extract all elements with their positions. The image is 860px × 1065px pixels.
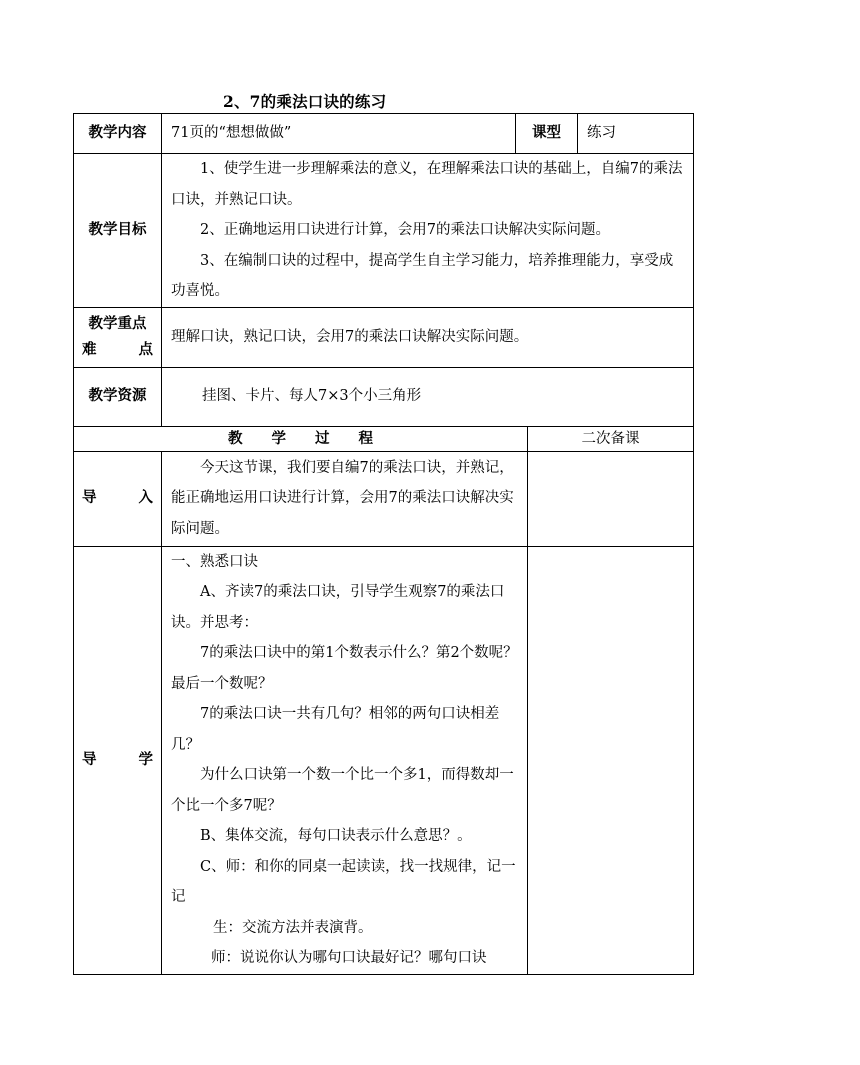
guide-line: A、齐读7的乘法口诀，引导学生观察7的乘法口诀。并思考：	[171, 584, 505, 631]
intro-notes-cell	[528, 451, 694, 546]
guide-row	[74, 546, 694, 974]
content-row	[74, 114, 694, 154]
guide-label	[74, 546, 162, 974]
guide-line: 为什么口诀第一个数一个比一个多1，而得数却一个比一个多7呢？	[171, 767, 514, 814]
content-value: 71页的“想想做做”	[162, 114, 516, 154]
process-header-char: 程	[358, 430, 373, 447]
process-header-char: 教	[228, 430, 272, 447]
process-header	[74, 426, 528, 451]
guide-line: B、集体交流，每句口诀表示什么意思？。	[200, 828, 472, 844]
guide-label-char: 导	[82, 751, 97, 768]
intro-label	[74, 451, 162, 546]
type-value: 练习	[578, 114, 694, 154]
guide-text	[162, 546, 528, 974]
objective-item: 3、在编制口诀的过程中，提高学生自主学习能力，培养推理能力，享受成功喜悦。	[171, 252, 674, 299]
objectives-label: 教学目标	[74, 154, 162, 308]
guide-label-pair	[74, 745, 161, 776]
key-points-label-line2	[74, 337, 161, 363]
guide-line: 7的乘法口诀中的第1个数表示什么？第2个数呢？最后一个数呢？	[171, 645, 518, 692]
objectives-row	[74, 154, 694, 308]
objectives-cell	[162, 154, 694, 308]
intro-row	[74, 451, 694, 546]
page-title: 2、7的乘法口诀的练习	[223, 92, 387, 111]
key-points-label-char: 难	[82, 342, 97, 358]
process-header-row	[74, 426, 694, 451]
guide-line: 生：交流方法并表演背。	[213, 919, 373, 936]
intro-label-pair	[74, 483, 161, 514]
guide-label-char: 学	[138, 751, 153, 768]
key-points-row	[74, 307, 694, 367]
intro-paragraph: 今天这节课，我们要自编7的乘法口诀，并熟记，能正确地运用口诀进行计算，会用7的乘法口诀解决实际问题。	[171, 459, 514, 537]
guide-line: 7的乘法口诀一共有几句？相邻的两句口诀相差几？	[171, 706, 500, 753]
process-header-char: 过	[315, 430, 359, 447]
key-points-value: 理解口诀，熟记口诀，会用7的乘法口诀解决实际问题。	[162, 307, 694, 367]
resources-row	[74, 367, 694, 426]
guide-line: 师：说说你认为哪句口诀最好记？哪句口诀	[211, 950, 487, 966]
lesson-plan-table	[73, 113, 694, 975]
guide-line: C、师：和你的同桌一起读读，找一找规律，记一记	[171, 858, 516, 905]
objective-item: 1、使学生进一步理解乘法的意义，在理解乘法口诀的基础上，自编7的乘法口诀，并熟记口诀。	[171, 161, 683, 208]
resources-value: 挂图、卡片、每人7×3个小三角形	[162, 367, 694, 426]
intro-text	[162, 451, 528, 546]
key-points-label-line1: 教学重点	[88, 316, 147, 332]
process-header-char: 学	[271, 430, 315, 447]
content-label: 教学内容	[74, 114, 162, 154]
second-prep-header: 二次备课	[528, 426, 694, 451]
resources-label: 教学资源	[74, 367, 162, 426]
guide-line: 一、熟悉口诀	[171, 553, 258, 570]
intro-label-char: 导	[82, 490, 97, 507]
objective-item: 2、正确地运用口诀进行计算，会用7的乘法口诀解决实际问题。	[200, 222, 610, 238]
type-label: 课型	[516, 114, 578, 154]
guide-notes-cell	[528, 546, 694, 974]
key-points-label-char: 点	[138, 342, 153, 358]
key-points-label	[74, 307, 162, 367]
intro-label-char: 入	[138, 490, 153, 507]
